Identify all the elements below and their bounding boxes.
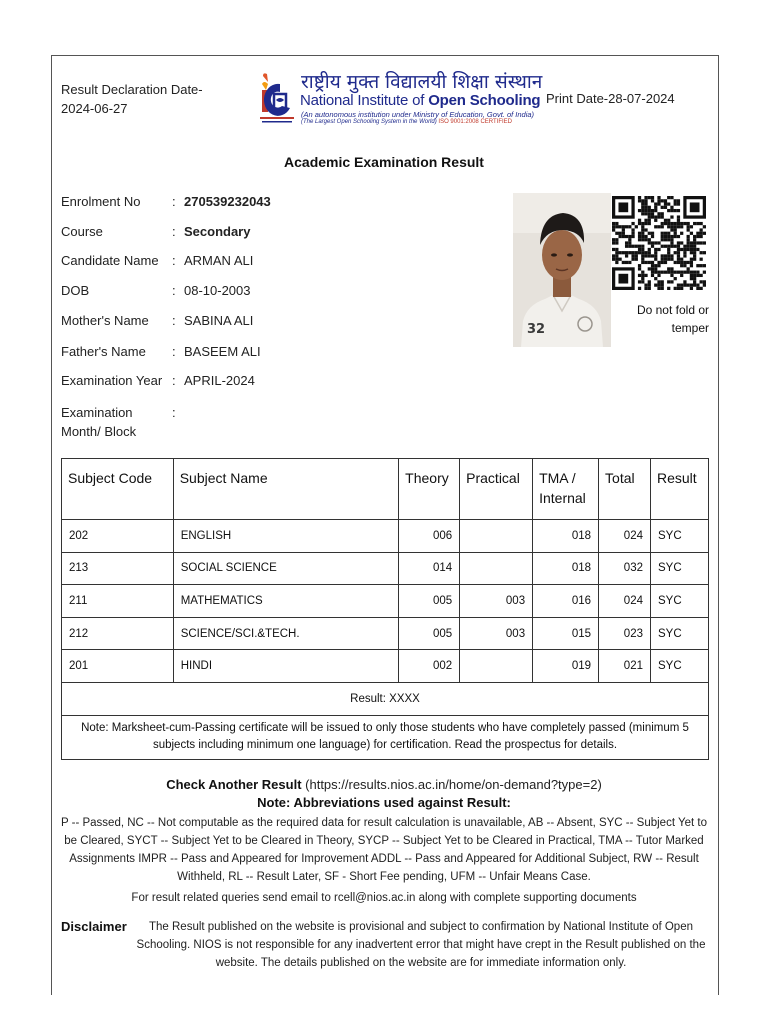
table-row (62, 617, 709, 650)
subject-name: SOCIAL SCIENCE (173, 552, 398, 585)
theory-marks: 006 (399, 520, 460, 553)
result-status: SYC (650, 552, 708, 585)
info-label: Examination Month/ Block (61, 405, 137, 439)
svg-text:32: 32 (527, 322, 546, 337)
column-header: Practical (460, 459, 533, 520)
practical-marks (460, 552, 533, 585)
check-result-url[interactable]: (https://results.nios.ac.in/home/on-demand?type=2) (301, 777, 602, 792)
result-status: SYC (650, 520, 708, 553)
summary-row (62, 682, 709, 715)
nios-emblem-icon (258, 70, 296, 128)
info-label: DOB (61, 283, 90, 298)
subject-name: ENGLISH (173, 520, 398, 553)
result-status: SYC (650, 585, 708, 618)
disclaimer-label: Disclaimer (61, 919, 127, 934)
info-label: Course (61, 224, 103, 239)
info-label: Candidate Name (61, 253, 159, 268)
mother-name: SABINA ALI (184, 313, 254, 328)
logo-subtitle: (An autonomous institution under Ministry of Education, Govt. of India) (301, 110, 535, 119)
nios-logo (258, 70, 550, 130)
practical-marks: 003 (460, 585, 533, 618)
table-row (62, 650, 709, 683)
subject-code: 202 (62, 520, 174, 553)
note-row (62, 715, 709, 759)
subject-code: 201 (62, 650, 174, 683)
enrolment-number: 270539232043 (184, 194, 271, 209)
table-row (62, 520, 709, 553)
print-date: Print Date-28-07-2024 (546, 91, 675, 106)
page-title: Academic Examination Result (284, 154, 484, 170)
tma-marks: 019 (533, 650, 599, 683)
total-marks: 021 (599, 650, 651, 683)
column-header: Result (650, 459, 708, 520)
total-marks: 032 (599, 552, 651, 585)
practical-marks (460, 520, 533, 553)
theory-marks: 005 (399, 617, 460, 650)
total-marks: 024 (599, 585, 651, 618)
logo-english-name (300, 92, 540, 109)
total-marks: 023 (599, 617, 651, 650)
result-status: SYC (650, 617, 708, 650)
declaration-date: 2024-06-27 (61, 101, 128, 116)
total-marks: 024 (599, 520, 651, 553)
table-header-row (62, 459, 709, 520)
disclaimer-text: The Result published on the website is provisional and subject to confirmation by National Institute of Open Schooling. NIOS is not responsible for any inadvertent error that might have crept in the Result published on the website. The details published on the website are for immediate information only. (136, 921, 706, 969)
tma-marks: 015 (533, 617, 599, 650)
info-label: Examination Year (61, 373, 163, 388)
logo-name-prefix: National Institute of (300, 92, 429, 109)
email-note: For result related queries send email to rcell@nios.ac.in along with complete supporting documents (131, 892, 637, 904)
tma-marks: 018 (533, 552, 599, 585)
candidate-photo (513, 193, 611, 347)
column-header: Total (599, 459, 651, 520)
column-header: Subject Code (62, 459, 174, 520)
fold-note: Do not fold or temper (636, 303, 709, 335)
dob-value: 08-10-2003 (184, 283, 251, 298)
tma-marks: 018 (533, 520, 599, 553)
theory-marks: 005 (399, 585, 460, 618)
practical-marks (460, 650, 533, 683)
info-label: Enrolment No (61, 194, 141, 209)
subject-code: 211 (62, 585, 174, 618)
check-another-result[interactable] (0, 777, 768, 792)
logo-tagline (301, 119, 512, 125)
table-row (62, 585, 709, 618)
abbreviations-text: P -- Passed, NC -- Not computable as the required data for result calculation is unavailable, AB -- Absent, SYC -- Subject Yet to be Cleared, SYCT -- Subject Yet to be Cleared in Theory, SYCP -- Subject Yet to be Cleared in Practical, TMA -- Tutor Marked Assignments IMPR -- Pass and Appeared for Improvement ADDL -- Pass and Appeared for Additional Subject, RW -- Result Withheld, RL -- Result Later, SF - Short Fee pending, UFM -- Unfair Means Case. (60, 817, 708, 883)
logo-hindi-name: राष्ट्रीय मुक्त विद्यालयी शिक्षा संस्थान (301, 71, 543, 93)
declaration-label: Result Declaration Date- (61, 82, 203, 97)
course-value: Secondary (184, 224, 251, 239)
subject-name: HINDI (173, 650, 398, 683)
column-header: Theory (399, 459, 460, 520)
subject-code: 212 (62, 617, 174, 650)
subject-name: SCIENCE/SCI.&TECH. (173, 617, 398, 650)
candidate-name: ARMAN ALI (184, 253, 254, 268)
info-label: Mother's Name (61, 313, 149, 328)
result-declaration-date (61, 80, 203, 118)
exam-year: APRIL-2024 (184, 373, 255, 388)
practical-marks: 003 (460, 617, 533, 650)
abbreviations-title: Note: Abbreviations used against Result: (257, 795, 511, 810)
marksheet-note: Note: Marksheet-cum-Passing certificate will be issued to only those students who have completely passed (minimum 5 subjects including minimum one language) for certification. Read the prospectus for details. (62, 715, 709, 759)
father-name: BASEEM ALI (184, 344, 261, 359)
logo-tagline-text: (The Largest Open Schooling System in the World) (301, 119, 437, 125)
subject-name: MATHEMATICS (173, 585, 398, 618)
theory-marks: 002 (399, 650, 460, 683)
results-table (61, 458, 709, 760)
column-header: Subject Name (173, 459, 398, 520)
info-label: Father's Name (61, 344, 146, 359)
logo-name-bold: Open Schooling (428, 92, 541, 109)
column-header: TMA / Internal (533, 459, 599, 520)
qr-code-icon (612, 196, 706, 290)
check-result-label[interactable]: Check Another Result (166, 777, 302, 792)
theory-marks: 014 (399, 552, 460, 585)
result-summary: Result: XXXX (62, 682, 709, 715)
table-row (62, 552, 709, 585)
tma-marks: 016 (533, 585, 599, 618)
person-photo-icon (513, 193, 611, 347)
subject-code: 213 (62, 552, 174, 585)
qr-code (612, 196, 706, 290)
logo-certification: ISO 9001:2008 CERTIFIED (438, 119, 512, 125)
result-status: SYC (650, 650, 708, 683)
